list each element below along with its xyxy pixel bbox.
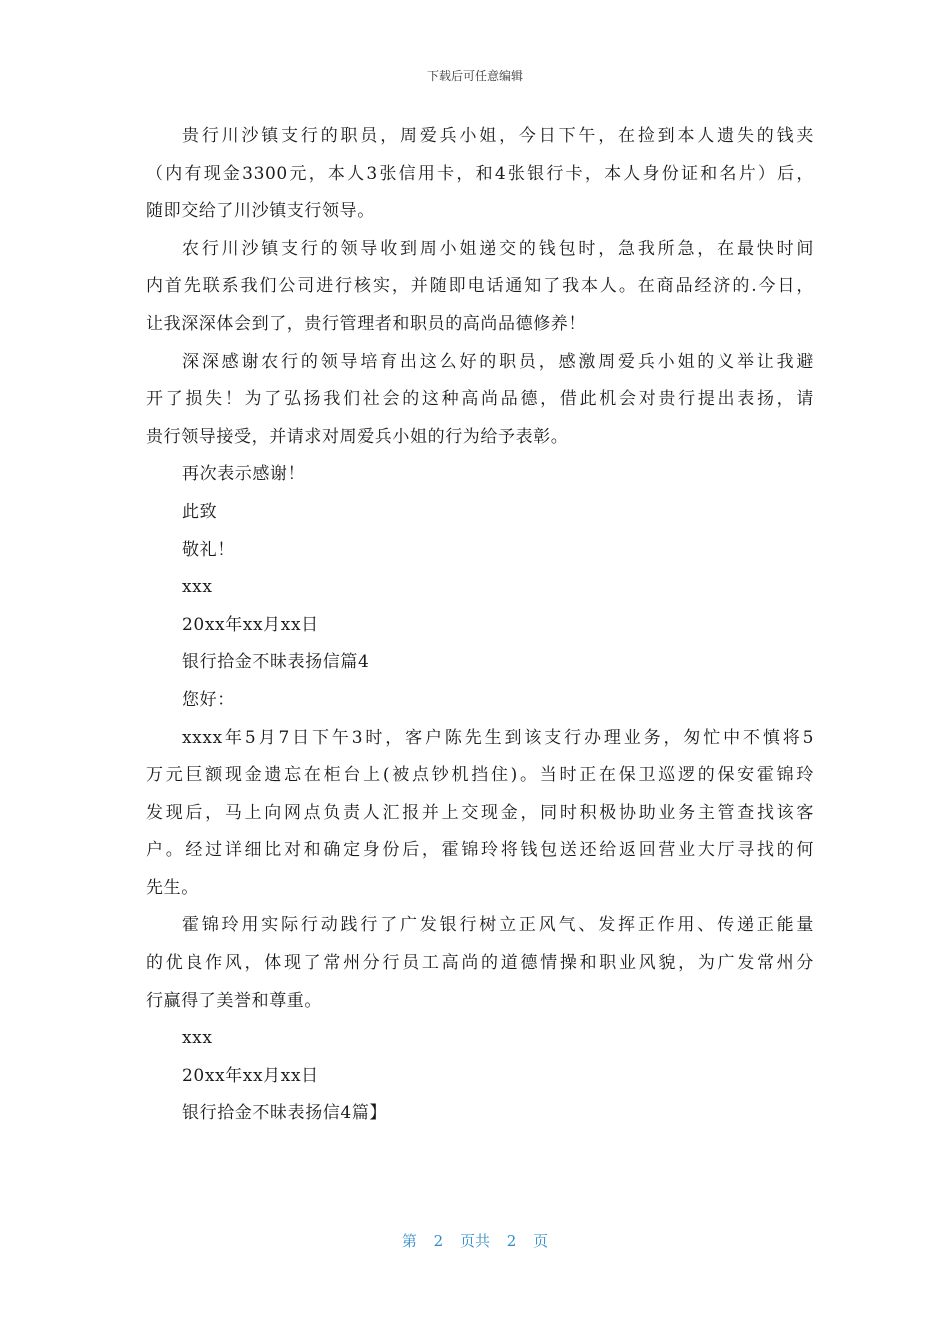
salutation-line: 此致 bbox=[182, 501, 218, 522]
signature-name: xxx bbox=[182, 1028, 213, 1049]
salutation-line: 敬礼！ bbox=[182, 539, 235, 560]
page-footer bbox=[0, 1230, 950, 1251]
paragraph-line: 随即交给了川沙镇支行领导。 bbox=[146, 201, 375, 222]
closing-title: 银行拾金不昧表扬信4篇】 bbox=[182, 1103, 388, 1124]
paragraph-line: 霍锦玲用实际行动践行了广发银行树立正风气、发挥正作用、传递正能量 bbox=[182, 915, 814, 936]
paragraph-line: 开了损失！为了弘扬我们社会的这种高尚品德，借此机会对贵行提出表扬，请 bbox=[146, 389, 814, 410]
paragraph-line: 贵行川沙镇支行的职员，周爱兵小姐，今日下午，在捡到本人遗失的钱夹 bbox=[182, 126, 814, 146]
paragraph-line: xxxx年5月7日下午3时，客户陈先生到该支行办理业务，匆忙中不慎将5 bbox=[182, 727, 814, 748]
closing-thanks: 再次表示感谢！ bbox=[182, 464, 306, 485]
paragraph-line: 发现后，马上向网点负责人汇报并上交现金，同时积极协助业务主管查找该客 bbox=[146, 802, 814, 823]
paragraph-line: （内有现金3300元，本人3张信用卡，和4张银行卡，本人身份证和名片）后， bbox=[146, 163, 814, 184]
document-body bbox=[146, 118, 814, 1133]
footer-suffix: 页 bbox=[533, 1232, 549, 1250]
total-page-count: 2 bbox=[506, 1232, 517, 1250]
signature-date: 20xx年xx月xx日 bbox=[182, 1065, 319, 1086]
paragraph-line: 贵行领导接受，并请求对周爱兵小姐的行为给予表彰。 bbox=[146, 426, 569, 447]
paragraph-line: 行赢得了美誉和尊重。 bbox=[146, 990, 322, 1011]
greeting-line: 您好： bbox=[182, 689, 235, 710]
paragraph-line: 户。经过详细比对和确定身份后，霍锦玲将钱包送还给返回营业大厅寻找的何 bbox=[146, 840, 814, 861]
paragraph-line: 的优良作风，体现了常州分行员工高尚的道德情操和职业风貌，为广发常州分 bbox=[146, 953, 814, 974]
current-page-number: 2 bbox=[433, 1232, 444, 1250]
signature-name: xxx bbox=[182, 577, 213, 598]
footer-prefix: 第 bbox=[401, 1232, 417, 1250]
paragraph-line: 内首先联系我们公司进行核实，并随即电话通知了我本人。在商品经济的.今日， bbox=[146, 276, 814, 297]
paragraph-line: 万元巨额现金遗忘在柜台上(被点钞机挡住)。当时正在保卫巡逻的保安霍锦玲 bbox=[146, 765, 814, 786]
paragraph-line: 让我深深体会到了，贵行管理者和职员的高尚品德修养！ bbox=[146, 313, 586, 334]
footer-middle: 页共 bbox=[459, 1232, 490, 1250]
section-title: 银行拾金不昧表扬信篇4 bbox=[182, 652, 370, 673]
signature-date: 20xx年xx月xx日 bbox=[182, 614, 319, 635]
page-header: 下载后可任意编辑 bbox=[426, 69, 523, 83]
paragraph-line: 深深感谢农行的领导培育出这么好的职员，感激周爱兵小姐的义举让我避 bbox=[182, 351, 814, 372]
paragraph-line: 农行川沙镇支行的领导收到周小姐递交的钱包时，急我所急，在最快时间 bbox=[182, 238, 814, 259]
paragraph-line: 先生。 bbox=[146, 877, 199, 898]
